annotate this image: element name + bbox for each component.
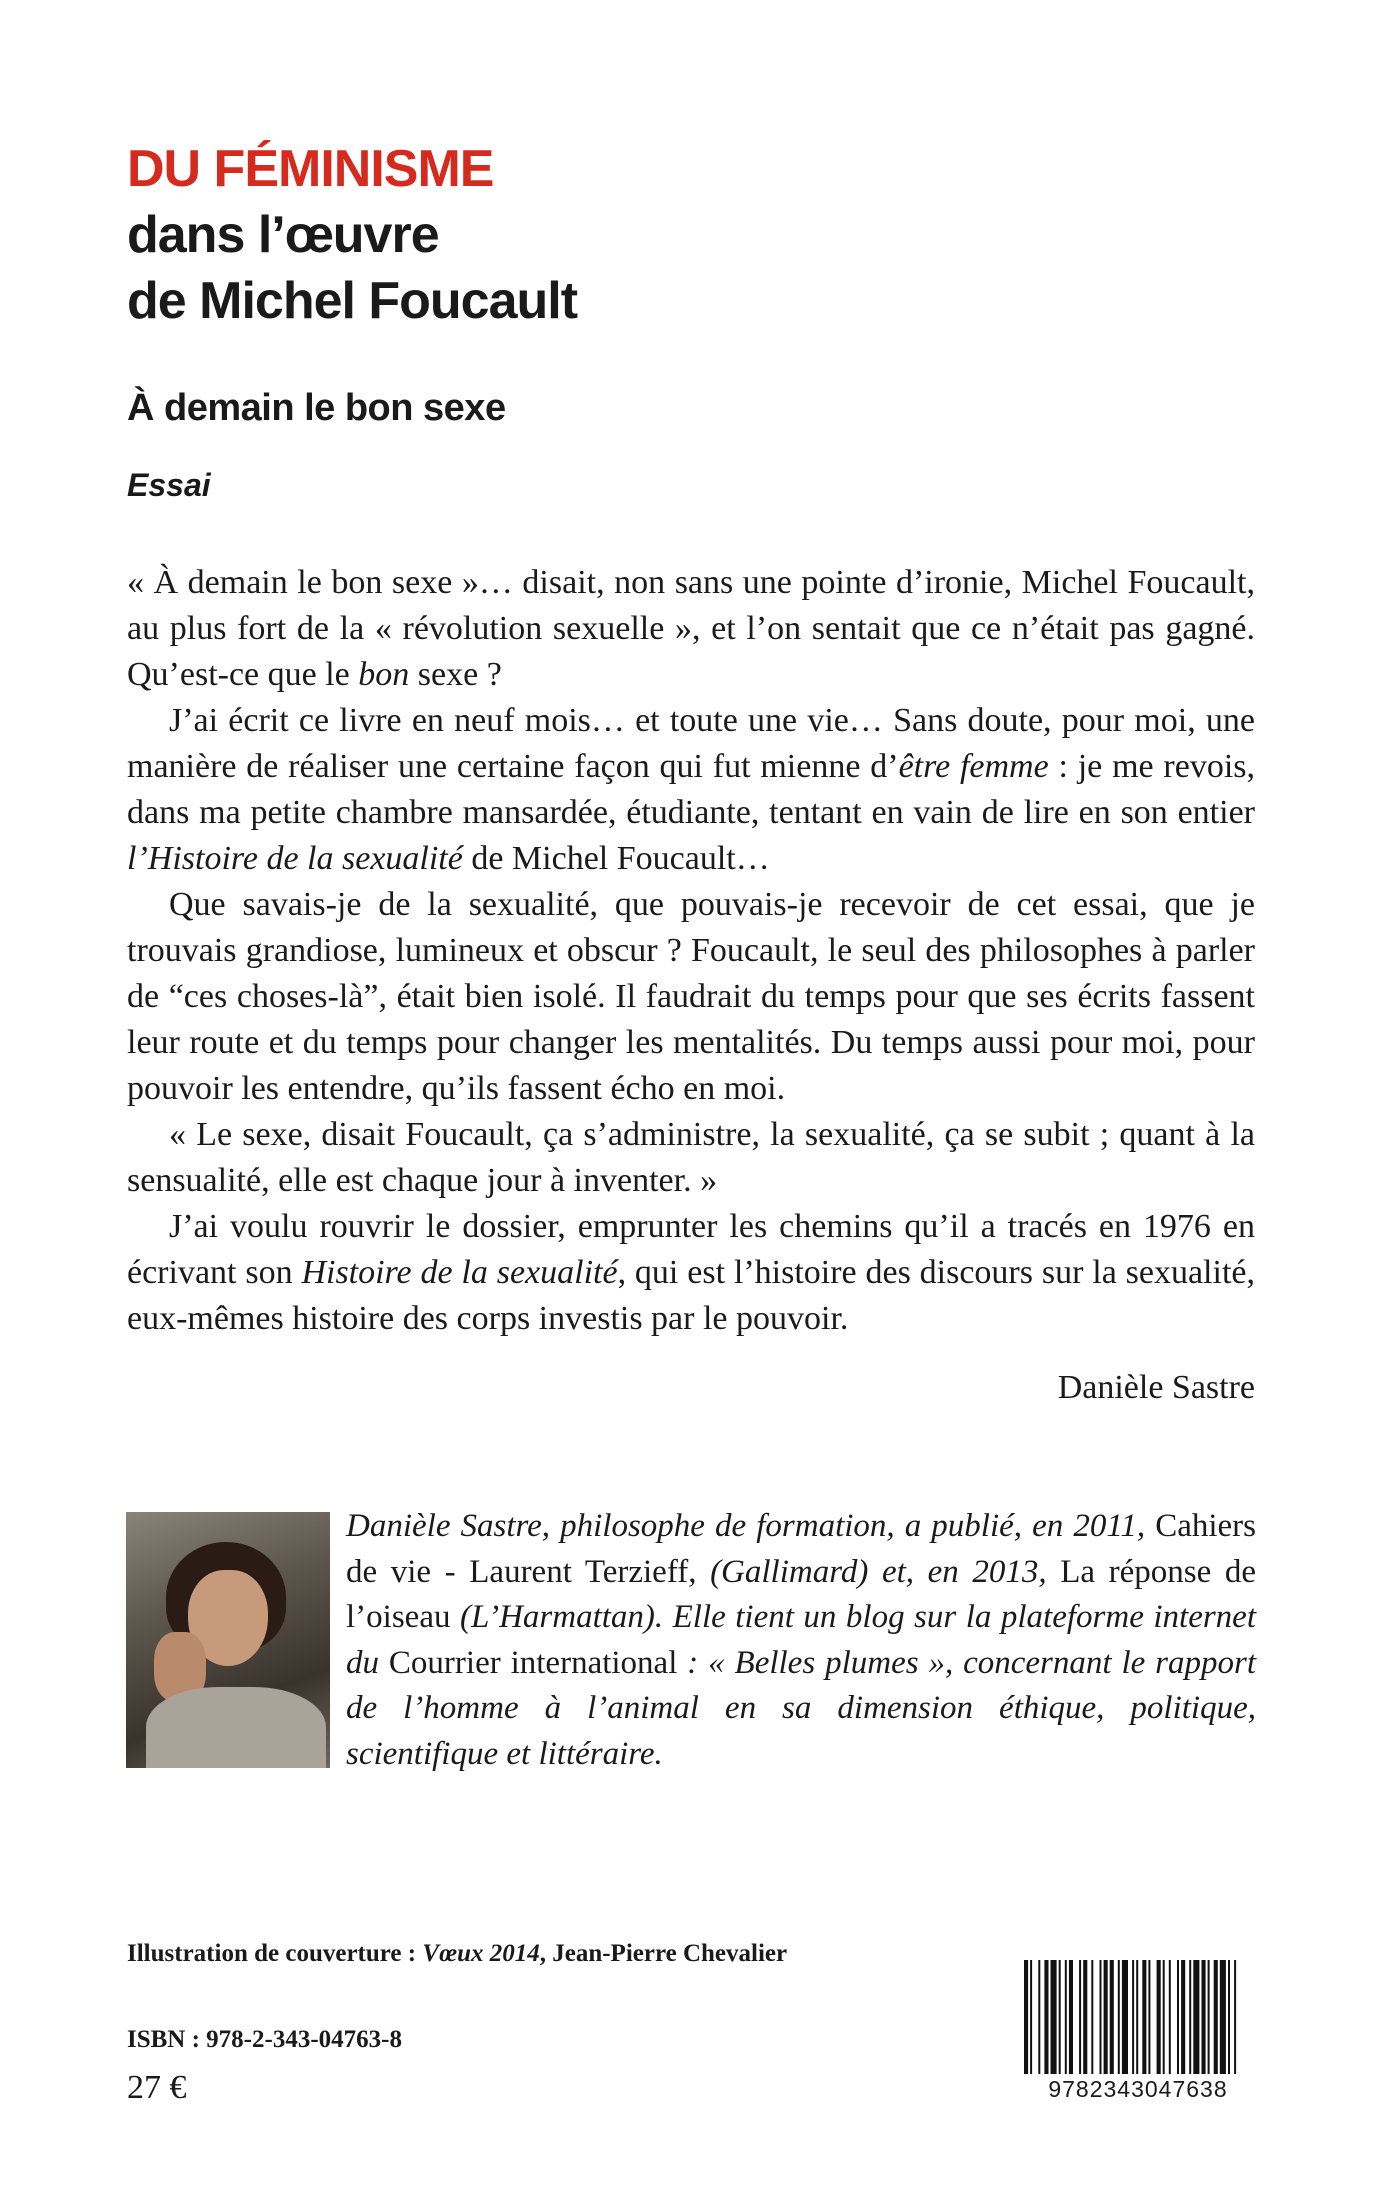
barcode-bar <box>1157 1960 1161 2080</box>
credit-label: Illustration de couverture : <box>127 1940 423 1967</box>
p2-emphasis-title: l’Histoire de la sexualité <box>127 840 463 877</box>
barcode-bars <box>1018 1960 1258 2080</box>
barcode-bar <box>1148 1960 1150 2080</box>
bio-publication: Courrier international <box>388 1644 678 1681</box>
barcode-bar <box>1024 1960 1028 2080</box>
cover-credit <box>127 1937 787 1971</box>
barcode-bar <box>1051 1960 1057 2080</box>
genre-label: Essai <box>127 467 211 503</box>
title-line-3: de Michel Foucault <box>127 272 578 330</box>
barcode-bar <box>1110 1960 1114 2080</box>
barcode-bar <box>1079 1960 1081 2080</box>
barcode-bar <box>1177 1960 1179 2080</box>
p1-emphasis: bon <box>358 656 410 693</box>
barcode-bar <box>1083 1960 1087 2080</box>
barcode-bar <box>1136 1960 1138 2080</box>
barcode-bar <box>1181 1960 1185 2080</box>
barcode-bar <box>1100 1960 1102 2080</box>
barcode-bar <box>1118 1960 1120 2080</box>
barcode-bar <box>1044 1960 1048 2080</box>
bio-text-4: : « Belles plumes », concernant le rapport de l’homme à l’animal en sa dimension éthique, politique, scientifique et littéraire. <box>346 1644 1257 1772</box>
barcode-bar <box>1193 1960 1199 2080</box>
p5-emphasis-title: Histoire de la sexualité <box>301 1254 618 1291</box>
price: 27 € <box>127 2069 187 2106</box>
barcode-bar <box>1202 1960 1206 2080</box>
paragraph-5 <box>127 1204 1255 1342</box>
bio-book-2: La réponse de l’oiseau <box>346 1553 1257 1635</box>
barcode-bar <box>1091 1960 1093 2080</box>
barcode-bar <box>1220 1960 1226 2080</box>
barcode-bar <box>1142 1960 1146 2080</box>
barcode-bar <box>1065 1960 1067 2080</box>
barcode-bar <box>1132 1960 1134 2080</box>
bio-text-3: (L’Harmattan). Elle tient un blog sur la plateforme internet du <box>346 1599 1256 1681</box>
barcode-bar <box>1228 1960 1230 2080</box>
paragraph-4: « Le sexe, disait Foucault, ça s’administre, la sexualité, ça se subit ; quant à la sensualité, elle est chaque jour à inventer. » <box>127 1116 1255 1199</box>
p2-emphasis: être femme <box>898 748 1049 785</box>
barcode-bar <box>1030 1960 1032 2080</box>
barcode-bar <box>1059 1960 1061 2080</box>
p2-text-c: de Michel Foucault… <box>462 840 770 877</box>
barcode-bar <box>1169 1960 1171 2080</box>
barcode-bar <box>1069 1960 1073 2080</box>
author-bio <box>346 1504 1256 1777</box>
paragraph-3: Que savais-je de la sexualité, que pouvais-je recevoir de cet essai, que je trouvais grandiose, lumineux et obscur ? Foucault, le seul des philosophes à parler de “ces choses-là”, était bien isolé. Il faudrait du temps pour que ses écrits fassent leur route et du temps pour changer les mentalités. Du temps aussi pour moi, pour pouvoir les entendre, qu’ils fassent écho en moi. <box>127 886 1255 1107</box>
photo-shirt <box>146 1687 326 1768</box>
barcode <box>1018 1960 1258 2110</box>
barcode-bar <box>1214 1960 1218 2080</box>
p2-text-b: : je me revois, dans ma petite chambre mansardée, étudiante, tentant en vain de lire en son entier <box>127 748 1255 831</box>
barcode-bar <box>1234 1960 1236 2080</box>
blurb-text <box>127 560 1255 1342</box>
barcode-bar <box>1163 1960 1165 2080</box>
paragraph-2 <box>127 698 1255 882</box>
subtitle: À demain le bon sexe <box>127 387 506 429</box>
bio-text-1: Danièle Sastre, philosophe de formation, a publié, en 2011, <box>346 1508 1156 1544</box>
isbn: ISBN : 978-2-343-04763-8 <box>127 2026 402 2053</box>
credit-work: Vœux 2014 <box>422 1940 540 1967</box>
p2-text-a: J’ai écrit ce livre en neuf mois… et toute une vie… Sans doute, pour moi, une manière de réaliser une certaine façon qui fut mienne d’ <box>127 702 1255 785</box>
barcode-bar <box>1104 1960 1108 2080</box>
title-line-1: DU FÉMINISME <box>127 140 494 198</box>
bio-book-1: Cahiers de vie - Laurent Terzieff, <box>346 1508 1256 1590</box>
bio-text-2: (Gallimard) et, en 2013, <box>696 1553 1061 1590</box>
barcode-number: 9782343047638 <box>1018 2074 1258 2104</box>
p1-text-a: « À demain le bon sexe »… disait, non sans une pointe d’ironie, Michel Foucault, au plus fort de la « révolution sexuelle », et l’on sentait que ce n’était pas gagné. Qu’est-ce que le <box>127 564 1255 693</box>
title-block <box>127 136 1277 334</box>
paragraph-1 <box>127 560 1255 698</box>
barcode-bar <box>1122 1960 1128 2080</box>
credit-artist: , Jean-Pierre Chevalier <box>539 1940 788 1967</box>
barcode-bar <box>1208 1960 1210 2080</box>
barcode-bar <box>1189 1960 1191 2080</box>
p1-text-b: sexe ? <box>409 656 502 693</box>
barcode-bar <box>1038 1960 1040 2080</box>
author-photo <box>126 1512 330 1768</box>
title-line-2: dans l’œuvre <box>127 206 439 264</box>
signature: Danièle Sastre <box>1057 1369 1255 1406</box>
p5-text-b: , qui est l’histoire des discours sur la sexualité, eux-mêmes histoire des corps investis par le pouvoir. <box>127 1254 1255 1337</box>
p5-text-a: J’ai voulu rouvrir le dossier, emprunter les chemins qu’il a tracés en 1976 en écrivant son <box>127 1208 1255 1291</box>
